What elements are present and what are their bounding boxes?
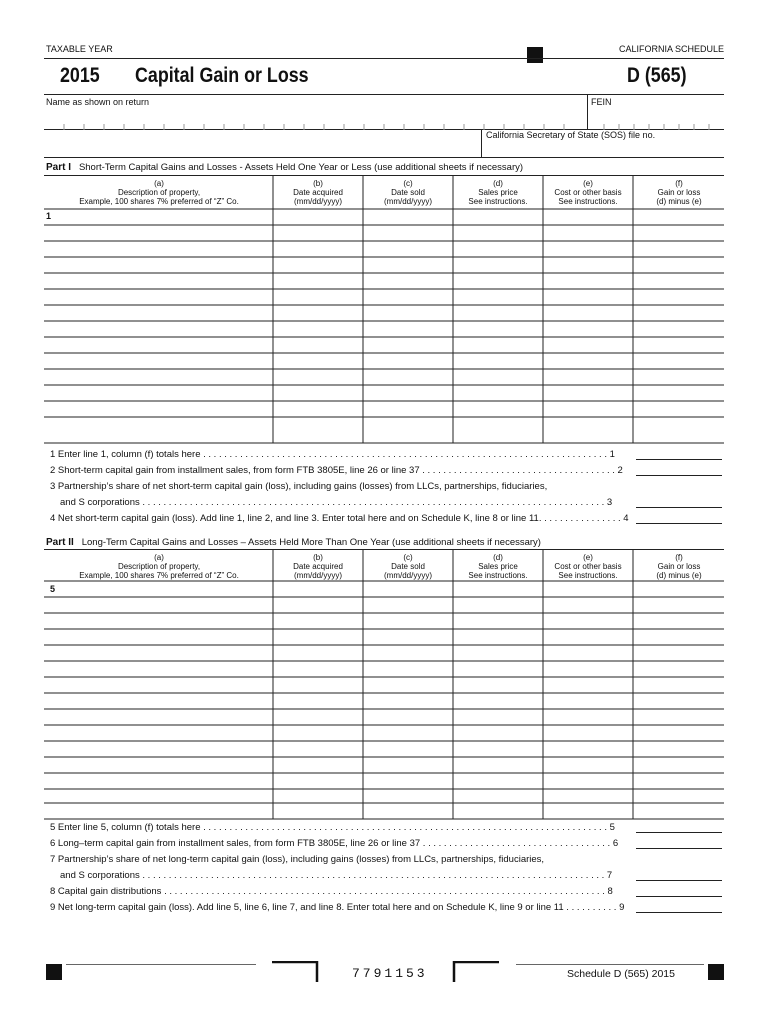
- p1-summary-line-1: 1 Enter line 1, column (f) totals here . . . . . . . . . . . . . . . . . . . . . . . . . . . . . . . . . . . . . . . . . . . . . . . . . . . . . . . . . . . . . . . . . . . . . . . . . . . . . 1: [50, 449, 615, 460]
- form-barcode-number: 7791153: [352, 966, 428, 981]
- line-2-amount[interactable]: [636, 475, 722, 476]
- col-line2: See instructions.: [558, 197, 618, 206]
- schedule-id: D (565): [627, 64, 687, 87]
- col-line2: Example, 100 shares 7% preferred of “Z” Co.: [79, 197, 239, 206]
- col-letter: (b): [313, 553, 323, 562]
- p1-summary-line-2: 2 Short-term capital gain from installment sales, from form FTB 3805E, line 26 or line 37 . . . . . . . . . . . . . . . . . . . . . . . . . . . . . . . . . . . . . 2: [50, 465, 623, 476]
- footer-rule-right: [516, 964, 704, 965]
- p2-line-number: 5: [50, 584, 56, 594]
- col-letter: (a): [154, 179, 164, 188]
- taxable-year-label: TAXABLE YEAR: [46, 44, 113, 54]
- p1-summary-line-3b: and S corporations . . . . . . . . . . . . . . . . . . . . . . . . . . . . . . . . . . . . . . . . . . . . . . . . . . . . . . . . . . . . . . . . . . . . . . . . . . . . . . . . . . . . . . . . 3: [60, 497, 613, 508]
- sos-field[interactable]: [486, 142, 722, 156]
- col-line1: Cost or other basis: [554, 562, 622, 571]
- sos-rule: [44, 157, 724, 158]
- part1-title: Short-Term Capital Gains and Losses - Assets Held One Year or Less (use additional sheets if necessary): [78, 162, 524, 173]
- col-line2: (d) minus (e): [656, 197, 702, 206]
- p2-summary-line-7a: 7 Partnership’s share of net long-term capital gain (loss), including gains (losses) from LLCs, partnerships, fiduciaries,: [50, 854, 545, 865]
- col-line2: (mm/dd/yyyy): [294, 571, 342, 580]
- sos-divider: [481, 129, 482, 157]
- part2-entry-grid[interactable]: [44, 549, 725, 821]
- registration-mark-top: [527, 47, 543, 63]
- col-line1: Date acquired: [293, 562, 343, 571]
- col-letter: (e): [583, 179, 593, 188]
- line-9-amount[interactable]: [636, 912, 722, 913]
- line-4-amount[interactable]: [636, 523, 722, 524]
- form-title: Capital Gain or Loss: [135, 64, 309, 87]
- col-line2: (d) minus (e): [656, 571, 702, 580]
- part1-entry-grid[interactable]: [44, 175, 725, 445]
- p1-summary-line-4: 4 Net short-term capital gain (loss). Add line 1, line 2, and line 3. Enter total here and on Schedule K, line 8 or line 11. . . . . . . . . . . . . . . . 4: [50, 513, 629, 524]
- tax-year: 2015: [60, 64, 100, 87]
- col-line2: See instructions.: [558, 571, 618, 580]
- col-line2: See instructions.: [468, 197, 528, 206]
- col-line1: Gain or loss: [657, 188, 701, 197]
- footer-rule-left: [66, 964, 256, 965]
- col-line1: Date acquired: [293, 188, 343, 197]
- form-footer-reference: Schedule D (565) 2015: [567, 968, 675, 980]
- col-letter: (d): [493, 179, 503, 188]
- col-line1: Date sold: [391, 188, 425, 197]
- col-line1: Gain or loss: [657, 562, 701, 571]
- col-letter: (f): [675, 553, 683, 562]
- p1-summary-line-3a: 3 Partnership’s share of net short-term capital gain (loss), including gains (losses) from LLCs, partnerships, fiduciaries,: [50, 481, 548, 492]
- header-rule-2: [44, 94, 724, 95]
- part2-heading: [46, 537, 541, 548]
- col-line2: (mm/dd/yyyy): [384, 197, 432, 206]
- col-line2: (mm/dd/yyyy): [384, 571, 432, 580]
- col-letter: (c): [403, 179, 413, 188]
- col-letter: (b): [313, 179, 323, 188]
- part2-label: Part II: [46, 537, 74, 548]
- schedule-label: CALIFORNIA SCHEDULE: [618, 44, 724, 54]
- fein-label: FEIN: [591, 97, 612, 107]
- col-line2: (mm/dd/yyyy): [294, 197, 342, 206]
- col-letter: (e): [583, 553, 593, 562]
- line-3-amount[interactable]: [636, 507, 722, 508]
- line-6-amount[interactable]: [636, 848, 722, 849]
- part2-title: Long-Term Capital Gains and Losses – Assets Held More Than One Year (use additional sheets if necessary): [81, 537, 541, 548]
- col-letter: (c): [403, 553, 413, 562]
- p2-summary-line-6: 6 Long–term capital gain from installment sales, from form FTB 3805E, line 26 or line 37 . . . . . . . . . . . . . . . . . . . . . . . . . . . . . . . . . . . . 6: [50, 838, 619, 849]
- line-8-amount[interactable]: [636, 896, 722, 897]
- col-letter: (f): [675, 179, 683, 188]
- p2-summary-line-8: 8 Capital gain distributions . . . . . . . . . . . . . . . . . . . . . . . . . . . . . . . . . . . . . . . . . . . . . . . . . . . . . . . . . . . . . . . . . . . . . . . . . . . . . . . . . . . . 8: [50, 886, 613, 897]
- col-line1: Description of property,: [117, 562, 201, 571]
- corner-bracket-left: [272, 961, 320, 983]
- part1-label: Part I: [46, 162, 72, 173]
- p2-summary-line-9: 9 Net long-term capital gain (loss). Add line 5, line 6, line 7, and line 8. Enter total here and on Schedule K, line 9 or line 11 . . . . . . . . . . 9: [50, 902, 625, 913]
- registration-mark-bottom-right: [708, 964, 724, 980]
- col-line1: Description of property,: [117, 188, 201, 197]
- part1-heading: [46, 162, 523, 173]
- name-label: Name as shown on return: [46, 97, 150, 107]
- col-line1: Date sold: [391, 562, 425, 571]
- header-top-rule: [44, 58, 724, 59]
- p2-summary-line-7b: and S corporations . . . . . . . . . . . . . . . . . . . . . . . . . . . . . . . . . . . . . . . . . . . . . . . . . . . . . . . . . . . . . . . . . . . . . . . . . . . . . . . . . . . . . . . . 7: [60, 870, 613, 881]
- corner-bracket-right: [452, 961, 500, 983]
- col-letter: (d): [493, 553, 503, 562]
- col-line2: See instructions.: [468, 571, 528, 580]
- col-letter: (a): [154, 553, 164, 562]
- sos-label: California Secretary of State (SOS) file no.: [486, 130, 656, 140]
- p2-summary-line-5: 5 Enter line 5, column (f) totals here . . . . . . . . . . . . . . . . . . . . . . . . . . . . . . . . . . . . . . . . . . . . . . . . . . . . . . . . . . . . . . . . . . . . . . . . . . . . . 5: [50, 822, 615, 833]
- col-line1: Sales price: [478, 188, 518, 197]
- registration-mark-bottom-left: [46, 964, 62, 980]
- line-7-amount[interactable]: [636, 880, 722, 881]
- col-line1: Cost or other basis: [554, 188, 622, 197]
- col-line1: Sales price: [478, 562, 518, 571]
- line-1-amount[interactable]: [636, 459, 722, 460]
- p1-line-number: 1: [46, 211, 52, 221]
- line-5-amount[interactable]: [636, 832, 722, 833]
- col-line2: Example, 100 shares 7% preferred of “Z” Co.: [79, 571, 239, 580]
